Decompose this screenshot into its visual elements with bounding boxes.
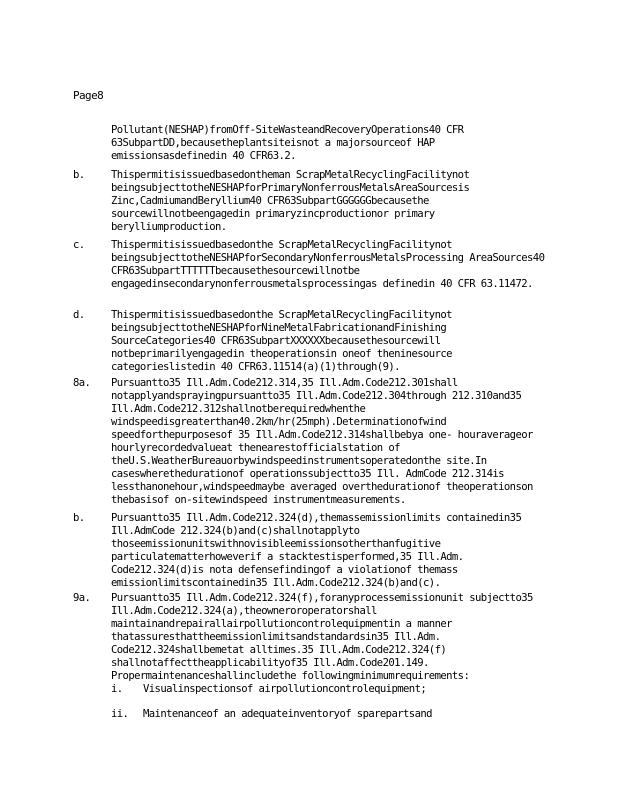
paragraph-text: Pursuantto35 Ill.Adm.Code212.324(d),themassemissionlimits containedin35 Ill.AdmCode 212.324(b)and(c)shallnotapplyto thoseemissionunitswithnovisibleemissionsotherthanfugitive particulatematterhoweverif a stacktestisperformed,35 Ill.Adm. Code212.324(d)is nota defensefindingof a violationof themass emissionlimitscontainedin35 Ill.Adm.Code212.324(b)and(c). [111, 512, 528, 589]
paragraph-label: b. [73, 169, 85, 181]
subitem-text: Maintenanceof an adequateinventoryof sparepartsand [143, 708, 432, 720]
paragraph-8b [73, 512, 553, 590]
subitem-text: Visualinspectionsof airpollutioncontrolequipment; [143, 683, 427, 695]
paragraph-text: Pursuantto35 Ill.Adm.Code212.324(f),foranyprocessemissionunit subjectto35 Ill.Adm.Code212.324(a),theowneroroperatorshall maintainandrepairallairpollutioncontrolequipmentin a manner thatassuresthattheemissionlimitsandstandardsin35 Ill.Adm. Code212.324shallbemetat alltimes.35 Ill.Adm.Code212.324(f) shallnotaffecttheapplicabilityof35 Ill.Adm.Code201.149. Propermaintenanceshallincludethe followingminimumrequirements: [111, 592, 539, 682]
subitem-i [111, 683, 551, 696]
paragraph-text: Pollutant(NESHAP)fromOff-SiteWasteandRecoveryOperations40 CFR 63SubpartDD,becausetheplantsiteisnot a majorsourceof HAP emissionsasdefinedin 40 CFR63.2. [111, 124, 470, 162]
paragraph-label: b. [73, 512, 85, 524]
paragraph-continuation [73, 124, 553, 163]
paragraph-c [73, 239, 553, 291]
subitem-label: i. [111, 683, 123, 695]
paragraph-b [73, 169, 553, 234]
paragraph-text: Thispermitisissuedbasedonthe ScrapMetalRecyclingFacilitynot beingsubjecttotheNESHAPforSecondaryNonferrousMetalsProcessing AreaSources40 CFR63SubpartTTTTTTbecausethesourcewillnotbe engagedinsecondarynonferrousmetalsprocessingas definedin 40 CFR 63.11472. [111, 239, 551, 290]
paragraph-label: 9a. [73, 592, 91, 604]
page-number: Page8 [73, 89, 104, 102]
paragraph-text: Thispermitisissuedbasedontheman ScrapMetalRecyclingFacilitynot beingsubjecttotheNESHAPforPrimaryNonferrousMetalsAreaSourcesis Zinc,CadmiumandBeryllium40 CFR63SubpartGGGGGGbecausethe sourcewillnotbeengagedin primaryzincproductionor primary berylliumproduction. [111, 169, 476, 233]
paragraph-label: d. [73, 309, 85, 321]
subitem-label: ii. [111, 708, 129, 720]
subitem-ii [111, 708, 551, 721]
paragraph-text: Thispermitisissuedbasedonthe ScrapMetalRecyclingFacilitynot beingsubjecttotheNESHAPforNineMetalFabricationandFinishing SourceCategories40 CFR63SubpartXXXXXXbecausethesourcewill notbeprimarilyengagedin theoperationsin oneof theninesource categorieslistedin 40 CFR63.11514(a)(1)through(9). [111, 309, 458, 373]
paragraph-label: 8a. [73, 377, 91, 389]
paragraph-9a [73, 592, 553, 683]
paragraph-8a [73, 377, 553, 507]
paragraph-label: c. [73, 239, 85, 251]
paragraph-d [73, 309, 553, 374]
paragraph-text: Pursuantto35 Ill.Adm.Code212.314,35 Ill.Adm.Code212.301shall notapplyandsprayingpursuantto35 Ill.Adm.Code212.304through 212.310and35 Ill.Adm.Code212.312shallnotberequiredwhenthe windspeedisgreaterthan40.2km/hr(25mph).Determinationofwind speedforthepurposesof 35 Ill.Adm.Code212.314shallbebya one- houraverageor hourlyrecordedvalueat thenearestofficialstation of theU.S.WeatherBureauorbywindspeedinstrumentsoperatedonthe site.In caseswherethedurationof operationssubjectto35 Ill. AdmCode 212.314is lessthanonehour,windspeedmaybe averaged overthedurationof theoperationson thebasisof on-sitewindspeed instrumentmeasurements. [111, 377, 539, 506]
